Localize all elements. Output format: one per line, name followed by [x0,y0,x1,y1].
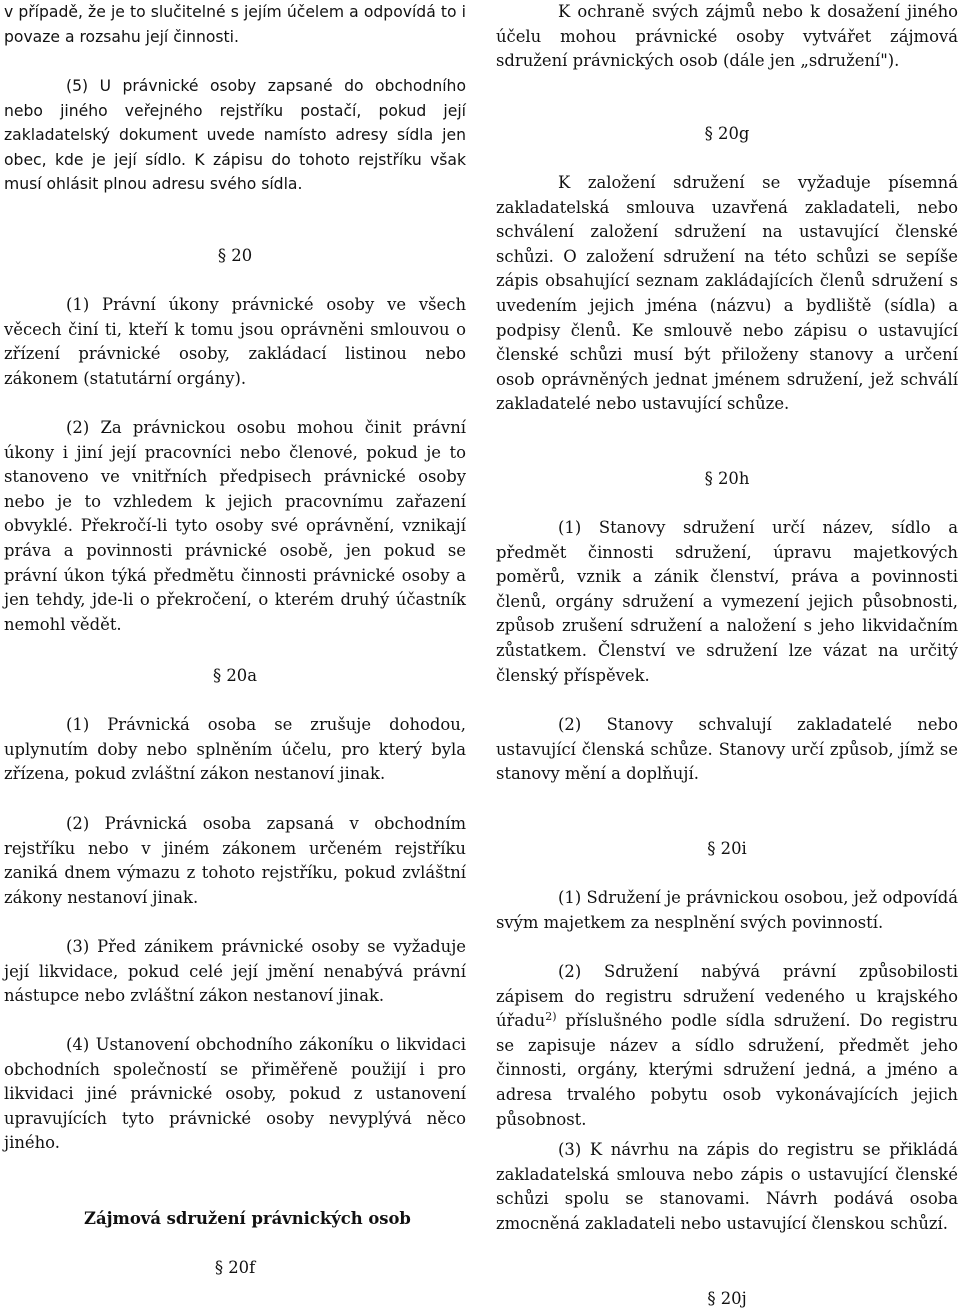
section-heading-20: § 20 [217,246,253,265]
section-20a-paragraph-2: (2) Právnická osoba zapsaná v obchodním rejstříku nebo v jiném zákonem určeném rejstříku zaniká dnem výmazu z tohoto rejstříku, pokud zvláštní zákony nestanoví jinak. [4,814,466,907]
section-20i-paragraph-2-text-a: (2) Sdružení nabývá právní způsobilosti zápisem do registru sdružení vedeného u krajského úřadu [496,962,958,1031]
section-heading-20i: § 20i [707,839,747,858]
section-heading-20f: § 20f [214,1258,256,1277]
section-heading-20g: § 20g [704,124,750,143]
section-20a-paragraph-3: (3) Před zánikem právnické osoby se vyžaduje její likvidace, pokud celé její jmění nenabývá právní nástupce nebo zvláštní zákon nestanoví jinak. [4,937,466,1006]
section-20-paragraph-1: (1) Právní úkony právnické osoby ve všech věcech činí ti, kteří k tomu jsou oprávněni smlouvou o zřízení právnické osoby, zakládací listinou nebo zákonem (statutární orgány). [4,295,466,388]
section-20i-paragraph-2-text-b: příslušného podle sídla sdružení. Do registru se zapisuje název a sídlo sdružení, předmět jeho činnosti, orgány, kterými sdružení jedná, a jméno a adresa trvalého pobytu osob vykonávajících jejich působnost. [496,1011,958,1129]
paragraph-intro: v případě, že je to slučitelné s jejím účelem a odpovídá to i povaze a rozsahu její činnosti. [4,3,466,46]
section-20-paragraph-2: (2) Za právnickou osobu mohou činit právní úkony i jiní její pracovníci nebo členové, pokud je to stanoveno ve vnitřních předpisech právnické osoby nebo je to vzhledem k jejich pracovnímu zařazení obvyklé. Překročí-li tyto osoby své oprávnění, vznikají práva a povinnosti právnické osobě, jen pokud se právní úkon týká předmětu činnosti právnické osoby a jen tehdy, jde-li o překročení, o kterém druhý účastník nemohl vědět. [4,418,466,634]
section-20h-paragraph-2: (2) Stanovy schvalují zakladatelé nebo ustavující členská schůze. Stanovy určí způsob, jímž se stanovy mění a doplňují. [496,715,958,784]
section-20g-paragraph: K založení sdružení se vyžaduje písemná zakladatelská smlouva uzavřená zakladateli, nebo schválení založení sdružení na ustavující členské schůzi. O založení sdružení na této schůzi se sepíše zápis obsahující seznam zakládajících členů sdružení s uvedením jejich jména (názvu) a bydliště (sídla) a podpisy členů. Ke smlouvě nebo zápisu o ustavující členské schůzi musí být přiloženy stanovy a určení osob oprávněných jednat jménem sdružení, jež schválí zakladatelé nebo ustavující schůze. [496,173,958,414]
section-heading-20a: § 20a [212,666,258,685]
section-20i-paragraph-3: (3) K návrhu na zápis do registru se přikládá zakladatelská smlouva nebo zápis o ustavující členské schůzi spolu se stanovami. Návrh podává osoba zmocněná zakladateli nebo ustavující členskou schůzí. [496,1140,958,1233]
footnote-reference-2[interactable]: 2) [545,1010,557,1024]
section-20i-paragraph-2 [496,960,958,1132]
paragraph-5 [4,74,466,197]
paragraph-5-text-b: K zápisu do tohoto rejstříku však musí ohlásit plnou adresu svého sídla. [4,150,467,194]
heading-zajmova-sdruzeni: Zájmová sdružení právnických osob [84,1209,411,1228]
paragraph-5-text-a: (5) U právnické osoby zapsané do obchodního nebo jiného veřejného rejstříku postačí, pokud její zakladatelský dokument uvede namísto adresy sídla jen obec, kde je její sídlo. [4,77,466,169]
paragraph-intro-right: K ochraně svých zájmů nebo k dosažení jiného účelu mohou právnické osoby vytvářet zájmová sdružení právnických osob (dále jen „sdružení"). [496,2,958,71]
section-20h-paragraph-1: (1) Stanovy sdružení určí název, sídlo a předmět činnosti sdružení, úpravu majetkových poměrů, vznik a zánik členství, práva a povinnosti členů, orgány sdružení a vymezení jejich působnosti, způsob zrušení sdružení a naložení s jeho likvidačním zůstatkem. Členství ve sdružení lze vázat na určitý členský příspěvek. [496,518,958,685]
section-20a-paragraph-1: (1) Právnická osoba se zrušuje dohodou, uplynutím doby nebo splněním účelu, pro který byla zřízena, pokud zvláštní zákon nestanoví jinak. [4,715,466,784]
section-heading-20j: § 20j [707,1289,747,1308]
section-20i-paragraph-1: (1) Sdružení je právnickou osobou, jež odpovídá svým majetkem za nesplnění svých povinností. [496,888,958,932]
section-20a-paragraph-4: (4) Ustanovení obchodního zákoníku o likvidaci obchodních společností se přiměřeně použijí i pro likvidaci jiné právnické osoby, pokud z ustanovení upravujících tyto právnické osoby nevyplývá něco jiného. [4,1035,466,1153]
section-heading-20h: § 20h [704,469,750,488]
